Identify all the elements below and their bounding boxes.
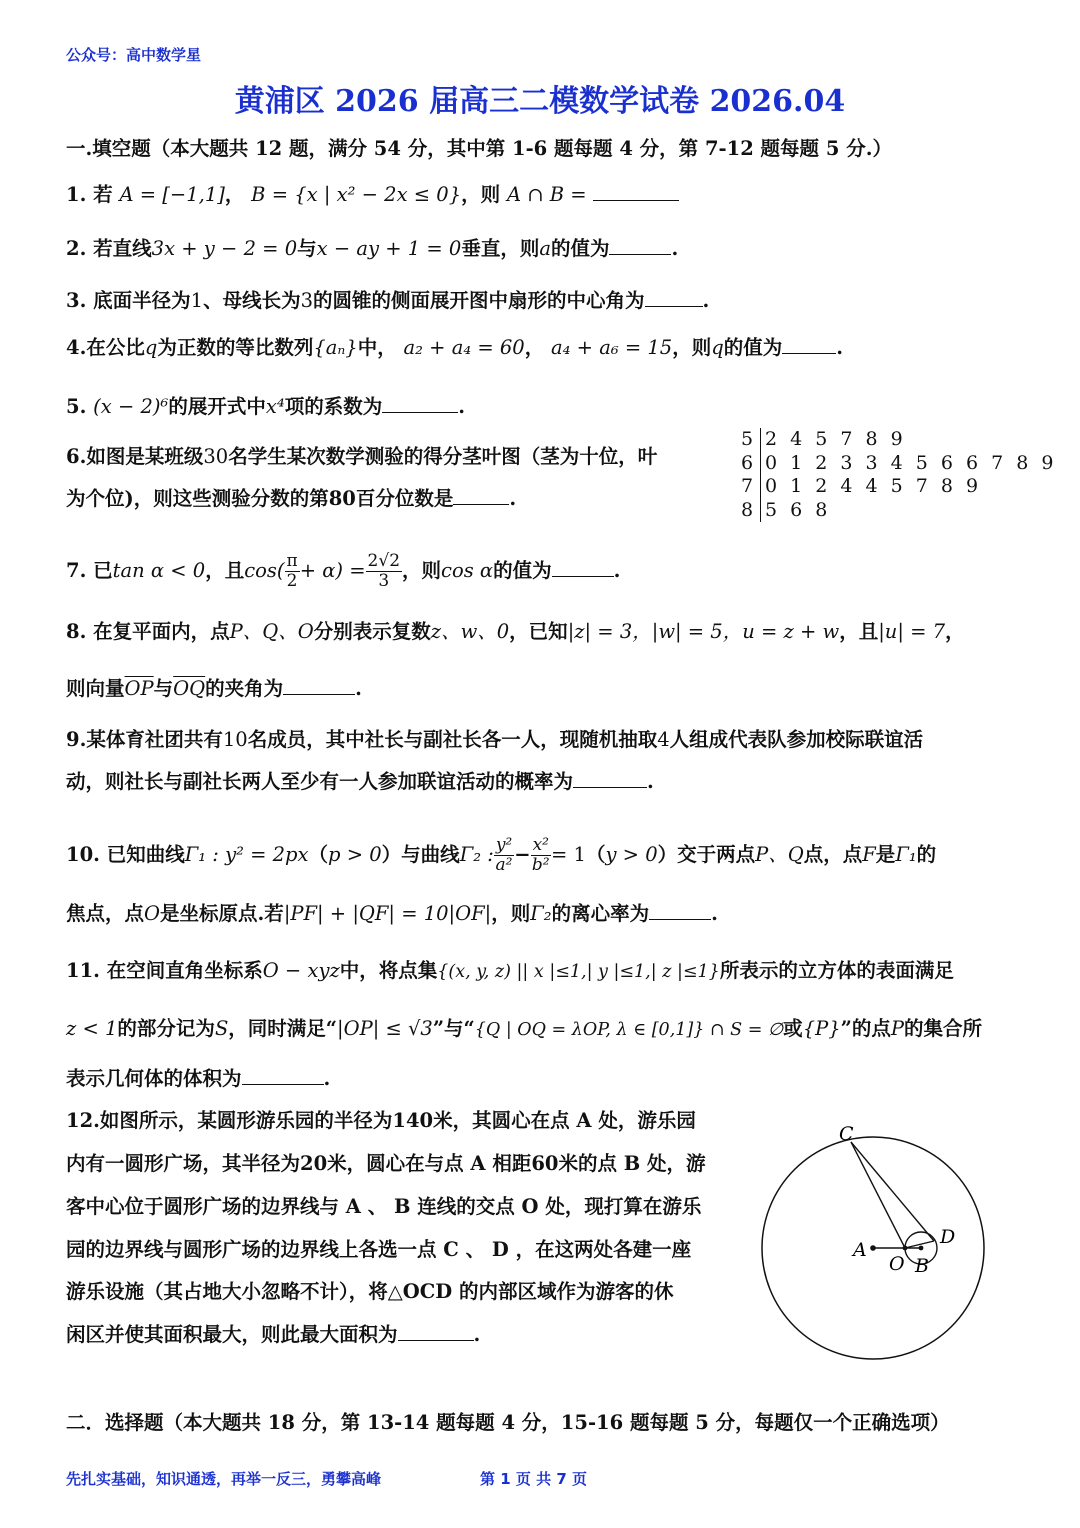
point-o [903,1246,908,1251]
q10-text-c: ）交于两点 [657,843,756,866]
q10-number: 10. [66,843,100,866]
point-a [870,1245,876,1251]
q4-period: . [836,336,843,359]
q10-period: . [711,902,718,925]
leaf-values: 2 4 5 7 8 9 [765,428,907,450]
leaf-values: 0 1 2 4 4 5 7 8 9 [765,475,982,497]
q1-text-a: 若 [93,183,113,206]
q3-number: 3. [66,289,87,312]
question-12-line-3: 客中心位于圆形广场的边界线与 A 、 B 连线的交点 O 处，现打算在游乐 [66,1195,702,1218]
q10-origin: O [144,902,161,925]
stem-row [736,475,1057,499]
footer-page-number: 第 1 页 共 7 页 [480,1470,587,1488]
q7-text-then: ，则 [402,559,442,582]
question-6-line-2 [66,488,516,510]
q4-eq-2: a₄ + a₆ = 15 [551,336,673,359]
q1-answer-blank[interactable] [593,184,679,201]
q6-period: . [509,487,517,510]
question-7 [66,552,620,591]
q8-complex: z、w、0 [430,620,510,643]
q10-x-den: b² [531,855,550,875]
question-4 [66,337,843,359]
question-3 [66,290,709,312]
q11-system: O − xyz [262,959,340,982]
label-o: O [889,1253,905,1275]
q3-period: . [702,289,710,312]
question-8-line-1 [66,621,965,643]
q7-text-b: ，且 [205,559,245,582]
q4-eq-1: a₂ + a₄ = 60 [403,336,525,359]
label-b: B [915,1255,929,1277]
question-5 [66,396,465,418]
question-9-line-2 [66,771,654,793]
q3-text-b: 、母线长为 [203,289,301,312]
q6-answer-blank[interactable] [453,488,509,505]
q10-curve-1: Γ₁ : y² = 2px [184,843,309,866]
q6-count: 30 [203,445,229,468]
q11-text-g: 或 [783,1017,803,1040]
q8-answer-blank[interactable] [283,678,355,695]
q10-text-a: 已知曲线 [106,843,185,866]
q1-set-b: B = {x | x² − 2x ≤ 0} [251,183,462,206]
q6-text-a: 6.如图是某班级 [66,445,204,468]
q11-set-p: {P} [802,1017,841,1040]
q7-text-value: 的值为 [493,559,552,582]
q9-chosen: 4 [657,728,670,751]
q10-text-g: 焦点，点 [66,902,145,925]
question-6-line-1 [66,446,657,468]
question-12-line-4: 园的边界线与圆形广场的边界线上各选一点 C 、 D ，在这两处各建一座 [66,1238,692,1261]
q10-paren-open: （ [308,843,329,866]
q8-text-d: ，且 [839,620,879,643]
q6-text-c: 为个位)，则这些测验分数的第80百分位数是 [66,487,454,510]
question-2 [66,238,678,260]
q8-text-b: 分别表示复数 [313,620,431,643]
q5-text-a: 的展开式中 [168,395,266,418]
question-12-line-2: 内有一圆形广场，其半径为20米，圆心在与点 A 相距60米的点 B 处，游 [66,1152,706,1175]
q7-frac-value [366,552,402,591]
q4-text-value: 的值为 [723,336,783,359]
question-10-line-2 [66,903,718,925]
q10-text-h: 是坐标原点.若 [160,902,284,925]
q2-text-a: 若直线 [93,237,152,260]
q4-text-b: 为正数的等比数列 [157,336,314,359]
q10-text-i: ，则 [491,902,531,925]
q10-gamma-2: Γ₂ [530,902,552,925]
leaf-values: 5 6 8 [765,498,831,521]
q11-text-d: 的部分记为 [117,1017,215,1040]
stem-row [736,452,1057,476]
q11-set: {(x, y, z) || x |≤1,| y |≤1,| z |≤1} [437,962,720,982]
q10-text-e: 是 [875,843,896,866]
question-10-line-1: 10. 已知曲线Γ₁ : y² = 2px（p > 0）与曲线Γ₂ : $\frac{\text{y²}}{\text{a²}}$ − $\frac{\text{x²}}{\text{b²}}$ = 1（y > 0）交于两点P、Q点，点F是Γ₁的 [66,835,937,875]
q11-period: . [323,1067,331,1090]
q2-line-2: x − ay + 1 = 0 [316,237,462,260]
q5-text-b: 项的系数为 [284,395,383,418]
q10-distance-eq: |PF| + |QF| = 10|OF| [283,902,492,925]
q7-val-den: 3 [378,571,390,591]
q10-cond-p: p > 0 [328,843,382,866]
stem-row [736,428,1057,452]
q1-intersection: A ∩ B = [506,183,587,206]
q4-number: 4. [66,336,87,359]
q11-text-b: 中，将点集 [339,959,438,982]
q12-text-last: 闲区并使其面积最大，则此最大面积为 [66,1323,398,1346]
q4-text-a: 在公比 [86,336,145,359]
q11-number: 11. [66,959,100,982]
question-8-line-2 [66,678,362,700]
q7-number: 7. [66,559,87,582]
q10-text-b: ）与曲线 [381,843,460,866]
point-b [919,1246,924,1251]
q3-slant: 3 [300,289,314,312]
account-label: 公众号：高中数学星 [66,46,202,64]
q2-text-perp: 垂直，则 [461,237,540,260]
q2-period: . [671,237,679,260]
q5-term: x⁴ [265,395,285,418]
q7-cos: cos( [244,559,285,582]
q10-eq-one: = 1 [550,843,586,866]
q4-var-q: q [144,336,158,359]
q4-answer-blank[interactable] [782,337,836,354]
q11-surface-s: S [214,1017,229,1040]
q3-radius: 1 [190,289,204,312]
q8-number: 8. [66,620,87,643]
q7-val-num: 2√2 [367,551,401,571]
q11-text-e: ，同时满足“ [228,1017,338,1040]
q7-frac-pi [285,552,300,591]
q11-answer-blank[interactable] [242,1068,324,1085]
q4-sequence: {aₙ} [313,336,358,359]
q10-gamma-1: Γ₁ [895,843,917,866]
q7-target: cos α [441,559,494,582]
q1-comma: ， [224,183,245,206]
q8-comma: ， [945,620,965,643]
q8-text-c: ，已知 [509,620,568,643]
stem-value: 6 [736,452,761,476]
q9-text-c: 人组成代表队参加校际联谊活 [669,728,924,751]
q1-text-then: ，则 [461,183,501,206]
q10-frac-x [531,836,551,875]
q10-paren-open-2: （ [585,843,606,866]
q5-answer-blank[interactable] [382,396,458,413]
question-11-line-1 [66,960,954,983]
question-11-line-3 [66,1068,330,1090]
park-figure [750,1110,1050,1370]
q9-text-a: 9.某体育社团共有 [66,728,223,751]
q7-cond-1: tan α < 0 [112,559,206,582]
q10-focus: F [862,843,876,866]
q8-vector-op: $\overline{OP}$ [124,677,154,700]
q7-period: . [613,559,621,582]
q8-points: P、Q、O [229,620,314,643]
q10-answer-blank[interactable] [649,903,711,920]
q8-text-e: 则向量 [66,677,125,700]
section-1-heading: 一.填空题（本大题共 12 题，满分 54 分，其中第 1-6 题每题 4 分，第 7-12 题每题 5 分.） [66,137,892,160]
q10-points: P、Q [755,843,804,866]
q10-text-j: 的离心率为 [551,902,650,925]
q10-frac-y [494,836,514,875]
q4-text-then: ，则 [672,336,712,359]
q2-text-value: 的值为 [550,237,610,260]
segment-cd [851,1142,934,1241]
q10-x-num: x² [532,835,549,855]
q4-text-c: 中， [357,336,397,359]
q2-number: 2. [66,237,87,260]
q10-text-d: 点，点 [803,843,863,866]
q8-text-a: 在复平面内，点 [93,620,230,643]
q10-text-f: 的 [916,843,937,866]
stem-value: 5 [736,428,761,452]
q12-answer-blank[interactable] [398,1324,474,1341]
leaf-values: 0 1 2 3 3 4 5 6 6 7 8 9 [765,451,1057,474]
question-12-line-6 [66,1324,480,1346]
q11-text-a: 在空间直角坐标系 [106,959,263,982]
label-a: A [853,1239,867,1261]
q8-modulus-u: |u| = 7 [878,620,946,643]
q2-line-1: 3x + y − 2 = 0 [151,237,298,260]
q11-text-i: 的集合所 [903,1017,982,1040]
q6-text-b: 名学生某次数学测验的得分茎叶图（茎为十位，叶 [228,445,658,468]
q1-number: 1. [66,183,87,206]
q11-text-j: 表示几何体的体积为 [66,1067,242,1090]
q3-text-c: 的圆锥的侧面展开图中扇形的中心角为 [313,289,645,312]
q5-period: . [458,395,465,418]
q9-answer-blank[interactable] [573,771,647,788]
q8-period: . [355,677,362,700]
q3-text-a: 底面半径为 [93,289,191,312]
q7-answer-blank[interactable] [552,560,614,577]
q5-number: 5. [66,395,87,418]
q2-text-and: 与 [297,237,317,260]
q2-answer-blank[interactable] [609,238,671,255]
q7-eq: + α) = [299,559,366,582]
q12-period: . [473,1323,481,1346]
question-1 [66,184,679,206]
question-9-line-1 [66,729,923,751]
q4-var-q2: q [711,336,724,359]
q3-answer-blank[interactable] [645,290,703,307]
footer-motto: 先扎实基础，知识通透，再举一反三，勇攀高峰 [66,1470,382,1488]
q11-cond-op: |OP| ≤ √3 [337,1017,433,1040]
q11-cond-segment: {Q | OQ = λOP, λ ∈ [0,1]} ∩ S = ∅ [474,1020,784,1040]
q10-cond-y: y > 0 [605,843,658,866]
q11-text-h: ”的点 [840,1017,891,1040]
label-c: C [839,1123,854,1145]
q11-text-c: 所表示的立方体的表面满足 [719,959,954,982]
q10-y-num: y² [495,835,513,855]
q9-text-d: 动，则社长与副社长两人至少有一人参加联谊活动的概率为 [66,770,574,793]
q5-expression: (x − 2)⁶ [93,395,169,418]
q8-conditions: |z| = 3，|w| = 5，u = z + w [567,620,840,643]
q10-curve-2: Γ₂ : [459,843,494,866]
q7-text-a: 已 [93,559,113,582]
segment-co [851,1142,905,1248]
q8-text-f: 与 [153,677,174,700]
q7-pi-num: π [286,551,298,571]
q1-set-a: A = [−1,1] [119,183,225,206]
stem-value: 7 [736,475,761,499]
q4-comma: ， [524,336,545,359]
question-12-line-1: 12.如图所示，某圆形游乐园的半径为140米，其圆心在点 A 处，游乐园 [66,1109,696,1132]
q11-cond-z: z < 1 [66,1017,118,1040]
q9-text-b: 名成员，其中社长与副社长各一人，现随机抽取 [247,728,658,751]
question-11-line-2 [66,1018,982,1041]
question-12-line-5: 游乐设施（其占地大小忽略不计），将△OCD 的内部区域作为游客的休 [66,1280,674,1303]
q2-var-a: a [539,237,551,260]
q9-period: . [647,770,654,793]
section-2-heading: 二．选择题（本大题共 18 分，第 13-14 题每题 4 分，15-16 题每题 5 分，每题仅一个正确选项） [66,1411,950,1434]
stem-leaf-plot [736,428,1057,522]
stem-row [736,499,1057,523]
q7-pi-den: 2 [286,571,298,591]
label-d: D [940,1226,956,1248]
q10-y-den: a² [495,855,513,875]
q11-point-p: P [890,1017,904,1040]
q9-members: 10 [222,728,248,751]
q8-text-g: 的夹角为 [205,677,284,700]
page-title: 黄浦区 2026 届高三二模数学试卷 2026.04 [234,84,846,119]
q11-text-f: ”与“ [432,1017,475,1040]
stem-value: 8 [736,499,761,523]
q8-vector-oq: $\overline{OQ}$ [173,677,206,700]
